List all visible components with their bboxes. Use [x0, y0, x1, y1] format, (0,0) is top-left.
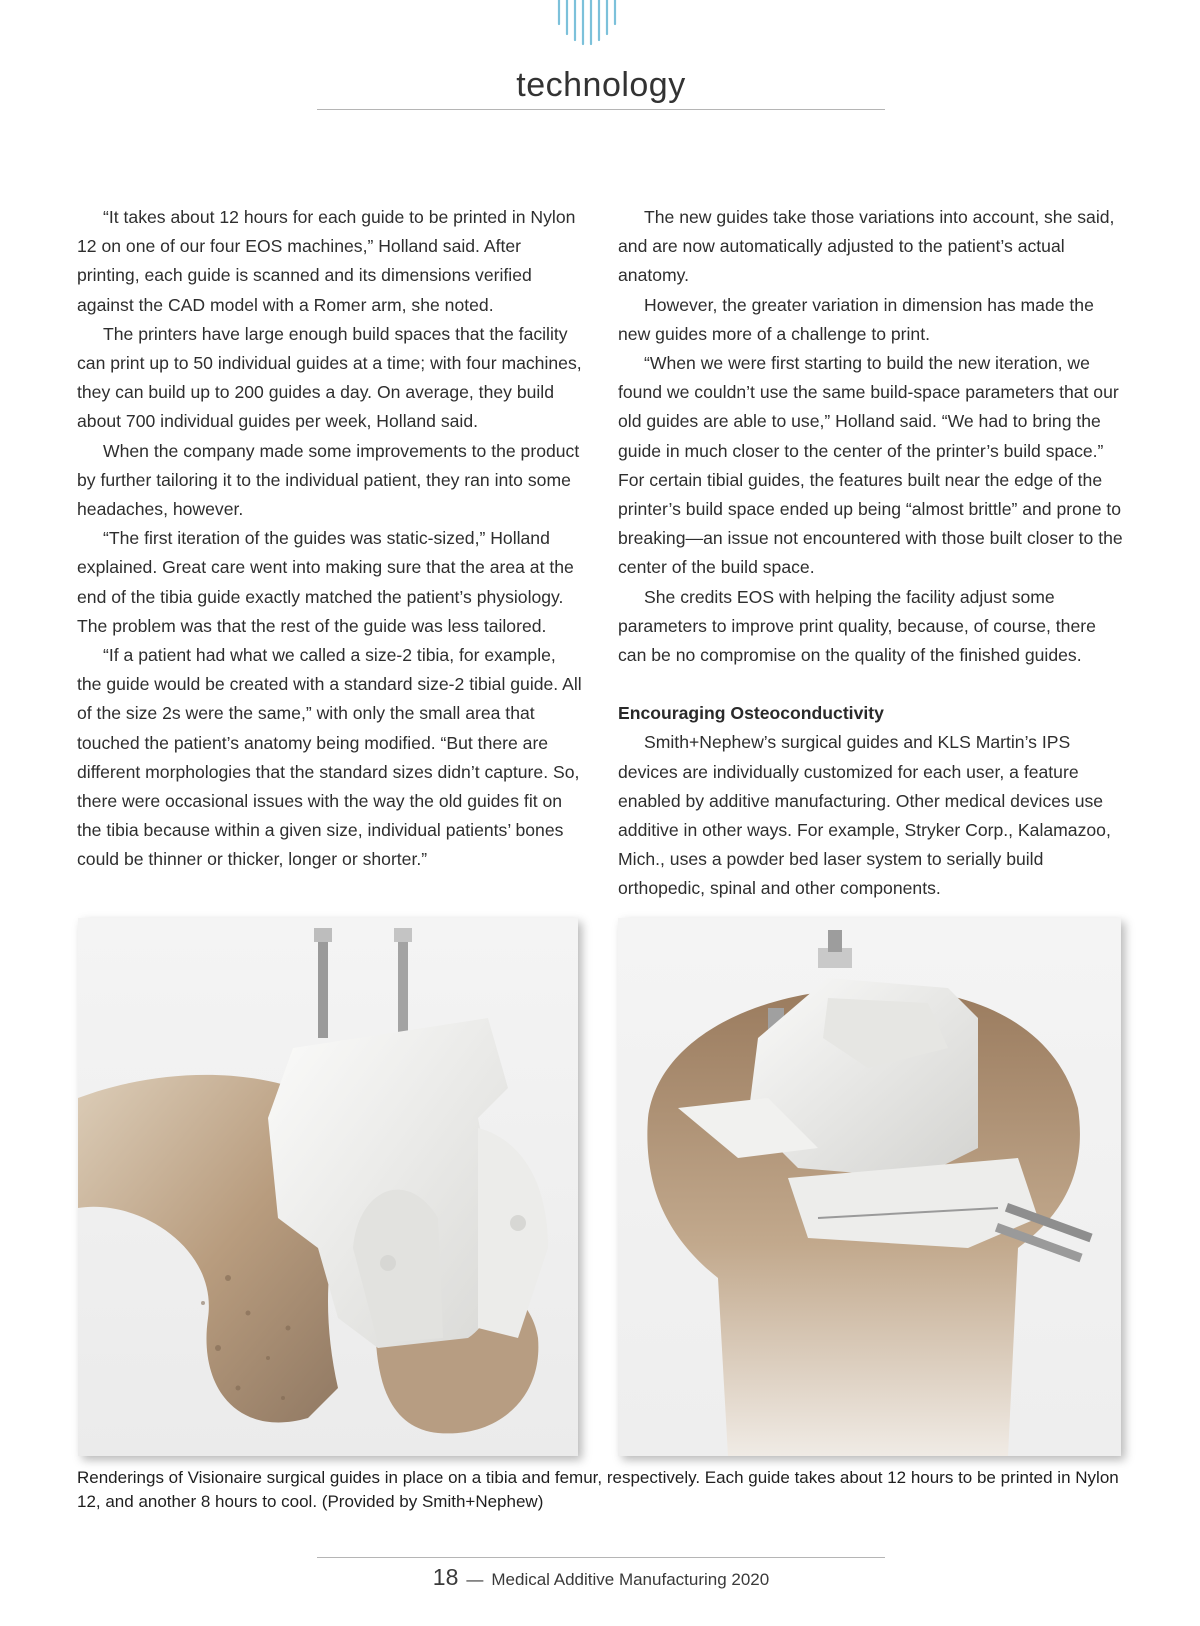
article-paragraph: The printers have large enough build spaces that the facility can print up to 50 individual guides at a time; with four machines, they can build up to 200 guides a day. On average, they build about 700 individual guides per week, Holland said. — [77, 323, 582, 432]
article-paragraph: “It takes about 12 hours for each guide to be printed in Nylon 12 on one of our four EOS machines,” Holland said. After printing, each guide is scanned and its dimensions verified against the CAD model with a Romer arm, she noted. — [77, 207, 576, 315]
left-article-column — [77, 203, 582, 875]
article-subheading: Encouraging Osteoconductivity — [618, 703, 884, 724]
decorative-lines-icon — [555, 0, 635, 46]
article-paragraph: “If a patient had what we called a size-2 tibia, for example, the guide would be created with a standard size-2 tibial guide. All of the size 2s were the same,” with only the small area that touched the patient’s anatomy being modified. “But there are different morphologies that the standard sizes didn’t capture. So, there were occasional issues with the way the old guides fit on the tibia because within a given size, individual patients’ bones could be thinner or thicker, longer or shorter.” — [77, 645, 582, 870]
article-paragraph: However, the greater variation in dimension has made the new guides more of a challenge to print. — [618, 294, 1094, 344]
publication-name: Medical Additive Manufacturing 2020 — [491, 1570, 770, 1589]
right-article-column — [618, 203, 1123, 904]
footer-separator: — — [466, 1570, 484, 1589]
article-paragraph: She credits EOS with helping the facility adjust some parameters to improve print quality, because, of course, there can be no compromise on the quality of the finished guides. — [618, 586, 1096, 666]
page-number: 18 — [432, 1564, 459, 1590]
figure-caption: Renderings of Visionaire surgical guides in place on a tibia and femur, respectively. Each guide takes about 12 hours to be printed in Nylon 12, and another 8 hours to cool. (Provided by Smith+Nephew) — [77, 1468, 1119, 1511]
footer-divider — [317, 1557, 885, 1558]
section-title: technology — [516, 66, 686, 104]
article-paragraph: “When we were first starting to build the new iteration, we found we couldn’t use the same build-space parameters that our old guides are able to use,” Holland said. “We had to bring the guide in much closer to the center of the printer’s build space.” For certain tibial guides, the features built near the edge of the printer’s build space ended up being “almost brittle” and prone to breaking—an issue not encountered with those built closer to the center of the build space. — [618, 353, 1123, 578]
tibia-guide-image — [618, 918, 1121, 1456]
article-paragraph: Smith+Nephew’s surgical guides and KLS Martin’s IPS devices are individually customized for each user, a feature enabled by additive manufacturing. Other medical devices use additive in other ways. For example, Stryker Corp., Kalamazoo, Mich., uses a powder bed laser system to serially build orthopedic, spinal and other components. — [618, 732, 1111, 899]
article-paragraph: When the company made some improvements to the product by further tailoring it to the individual patient, they ran into some headaches, however. — [77, 440, 580, 520]
page-footer — [317, 1564, 885, 1591]
femur-guide-image — [78, 918, 578, 1456]
article-paragraph: The new guides take those variations into account, she said, and are now automatically adjusted to the patient’s actual anatomy. — [618, 207, 1115, 286]
header-divider — [317, 109, 885, 110]
article-paragraph: “The first iteration of the guides was static-sized,” Holland explained. Great care went into making sure that the area at the end of the tibia guide exactly matched the patient’s physiology. The problem was that the rest of the guide was less tailored. — [77, 528, 574, 636]
